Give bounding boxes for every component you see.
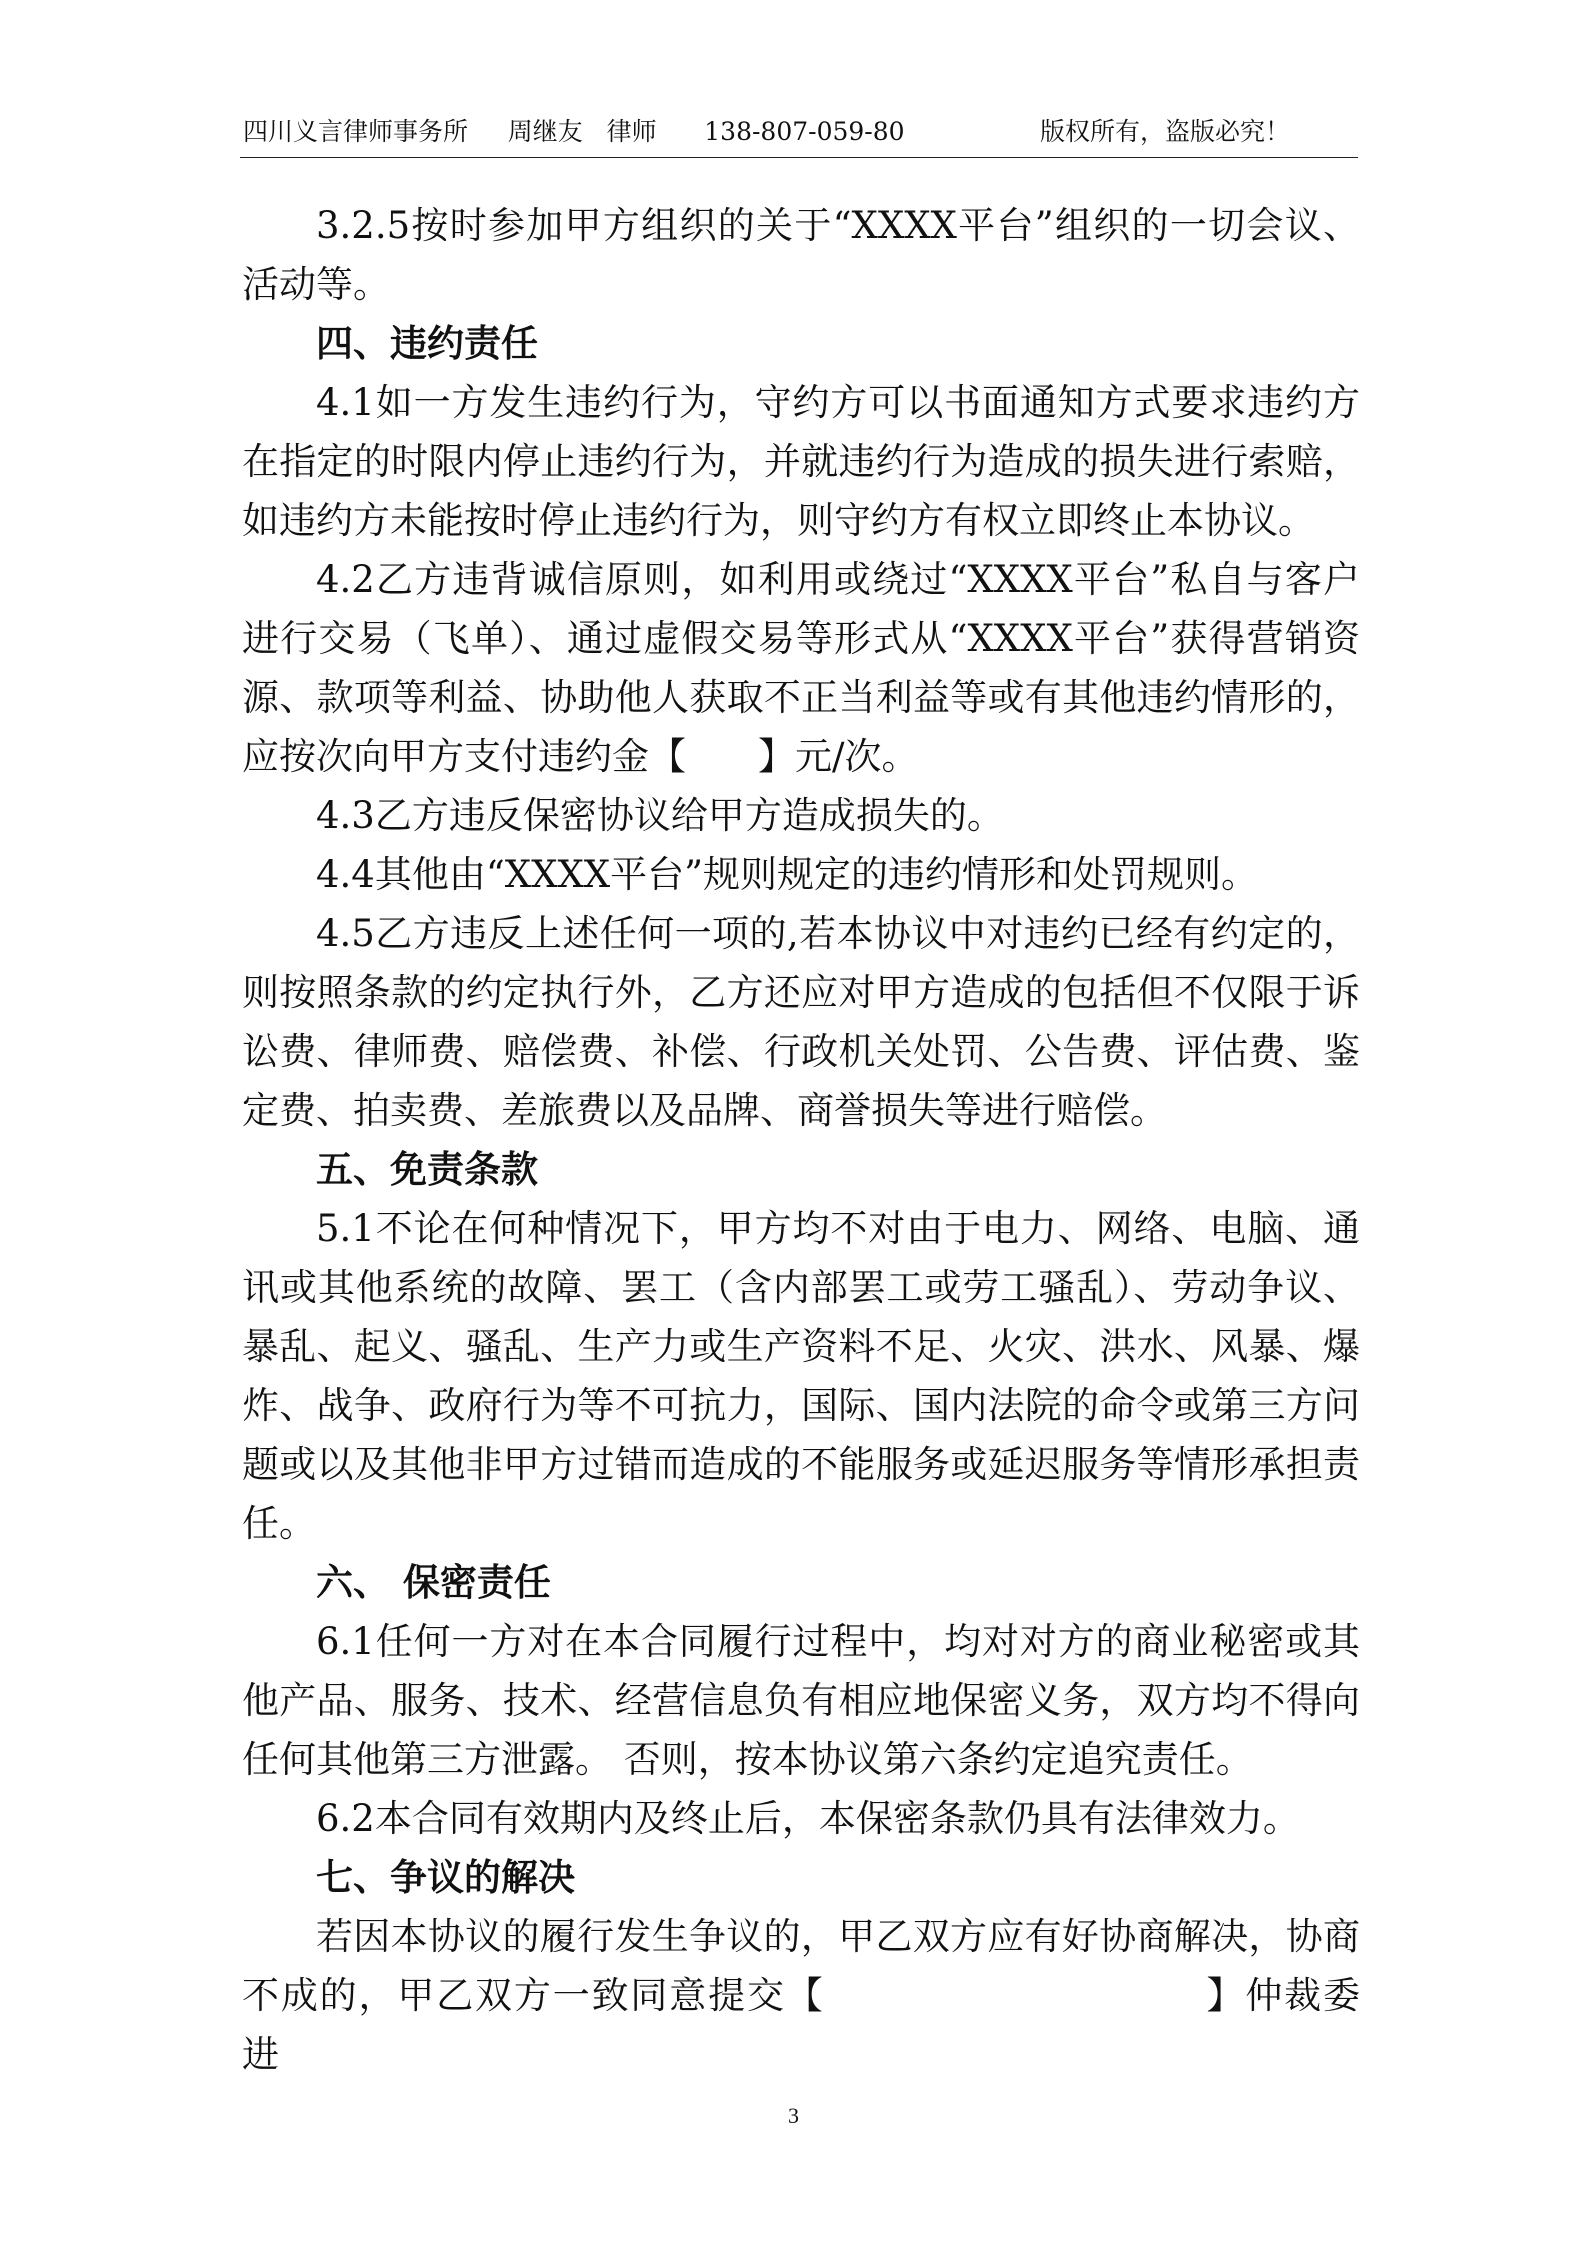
clause-7-text: 若因本协议的履行发生争议的，甲乙双方应有好协商解决，协商不成的，甲乙双方一致同意提交【 <box>242 1915 1360 2017</box>
header-rule <box>240 157 1358 158</box>
page-header <box>243 112 1343 152</box>
header-firm-info: 四川义言律师事务所 周继友 律师 138-807-059-80 <box>243 117 905 146</box>
clause-7-tail: 】仲裁委进 <box>242 1974 1361 2076</box>
clause-7 <box>242 1907 1360 2084</box>
section-heading-4: 四、违约责任 <box>316 321 538 365</box>
clause-5-1: 5.1不论在何种情况下，甲方均不对由于电力、网络、电脑、通讯或其他系统的故障、罢工（含内部罢工或劳工骚乱）、劳动争议、暴乱、起义、骚乱、生产力或生产资料不足、火灾、洪水、风暴、爆炸、战争、政府行为等不可抗力，国际、国内法院的命令或第三方问题或以及其他非甲方过错而造成的不能服务或延迟服务等情形承担责任。 <box>242 1207 1360 1545</box>
section-heading-6: 六、 保密责任 <box>316 1560 551 1604</box>
clause-4-5: 4.5乙方违反上述任何一项的,若本协议中对违约已经有约定的，则按照条款的约定执行外，乙方还应对甲方造成的包括但不仅限于诉讼费、律师费、赔偿费、补偿、行政机关处罚、公告费、评估费、鉴定费、拍卖费、差旅费以及品牌、商誉损失等进行赔偿。 <box>242 912 1360 1132</box>
clause-4-4: 4.4其他由“XXXX平台”规则规定的违约情形和处罚规则。 <box>316 853 1259 896</box>
document-body <box>242 196 1360 2084</box>
section-heading-7: 七、争议的解决 <box>316 1855 575 1899</box>
clause-4-3: 4.3乙方违反保密协议给甲方造成损失的。 <box>316 794 1004 837</box>
clause-4-2-unit: 】元/次。 <box>758 735 919 778</box>
header-copyright: 版权所有，盗版必究！ <box>1040 117 1291 146</box>
section-heading-5: 五、免责条款 <box>316 1147 538 1191</box>
clause-4-2-text: 4.2乙方违背诚信原则，如利用或绕过“XXXX平台”私自与客户进行交易（飞单）、通过虚假交易等形式从“XXXX平台”获得营销资源、款项等利益、协助他人获取不正当利益等或有其他违约情形的，应按次向甲方支付违约金【 <box>242 558 1360 778</box>
clause-6-2: 6.2本合同有效期内及终止后，本保密条款仍具有法律效力。 <box>316 1797 1300 1840</box>
clause-6-1: 6.1任何一方对在本合同履行过程中，均对对方的商业秘密或其他产品、服务、技术、经营信息负有相应地保密义务，双方均不得向任何其他第三方泄露。 否则，按本协议第六条约定追究责任。 <box>242 1620 1360 1781</box>
clause-3-2-5: 3.2.5按时参加甲方组织的关于“XXXX平台”组织的一切会议、活动等。 <box>242 204 1360 306</box>
clause-4-2 <box>242 550 1360 786</box>
page-number: 3 <box>788 2103 799 2128</box>
clause-4-1: 4.1如一方发生违约行为，守约方可以书面通知方式要求违约方在指定的时限内停止违约行为，并就违约行为造成的损失进行索赔，如违约方未能按时停止违约行为，则守约方有权立即终止本协议。 <box>242 381 1360 542</box>
